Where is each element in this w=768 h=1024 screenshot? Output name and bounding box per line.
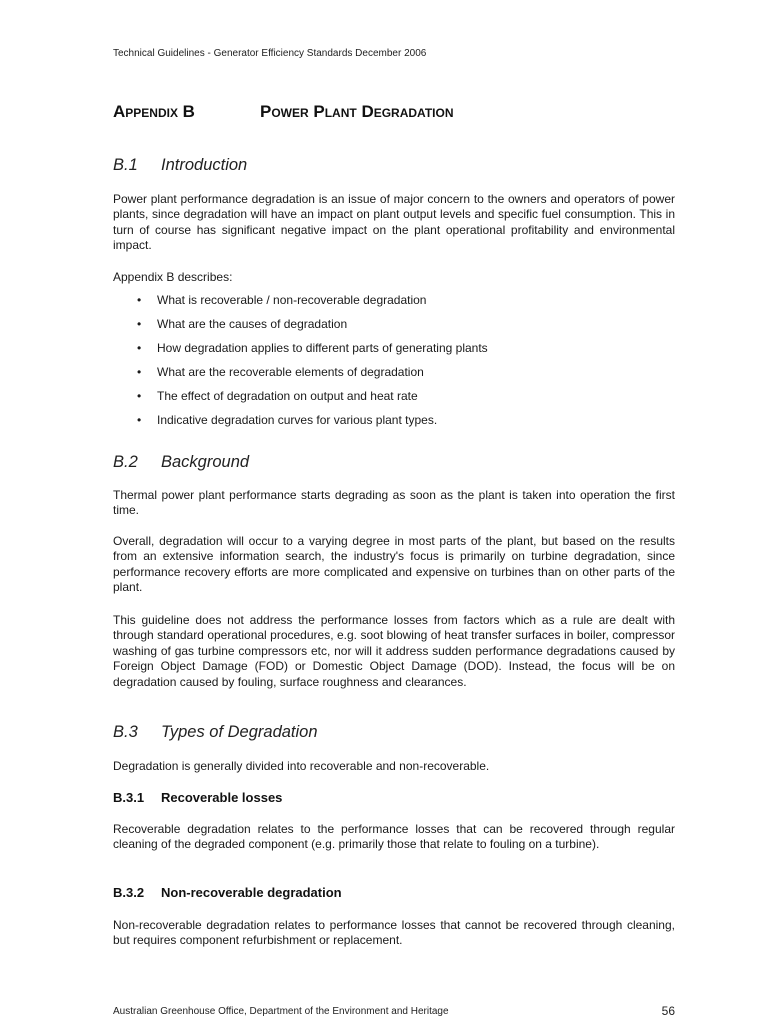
section-heading-types xyxy=(113,723,318,742)
list-item xyxy=(113,340,675,364)
section-heading-introduction xyxy=(113,156,247,175)
section-title: Background xyxy=(161,453,250,471)
bullet-icon: • xyxy=(137,341,142,355)
appendix-label: Appendix B xyxy=(113,102,195,121)
list-item xyxy=(113,388,675,412)
document-page xyxy=(113,0,675,1024)
subsection-title: Recoverable losses xyxy=(161,790,283,805)
subsection-heading-recoverable xyxy=(113,790,282,805)
list-item-text: How degradation applies to different parts of generating plants xyxy=(157,341,488,355)
section-number: B.2 xyxy=(113,453,138,471)
non-recoverable-paragraph: Non-recoverable degradation relates to performance losses that cannot be recovered through cleaning, but requires component refurbishment or replacement. xyxy=(113,918,675,948)
intro-paragraph-2: Appendix B describes: xyxy=(113,270,233,284)
list-item xyxy=(113,292,675,316)
running-header: Technical Guidelines - Generator Efficiency Standards December 2006 xyxy=(113,48,427,59)
section-title: Types of Degradation xyxy=(161,723,318,741)
appendix-title: Power Plant Degradation xyxy=(260,102,454,121)
bullet-icon: • xyxy=(137,365,142,379)
list-item-text: The effect of degradation on output and heat rate xyxy=(157,389,418,403)
intro-paragraph-1: Power plant performance degradation is an issue of major concern to the owners and operators of power plants, since degradation will have an impact on plant output levels and specific fuel consumption. This in turn of course has significant negative impact on the plant operational profitability and environmental impact. xyxy=(113,192,675,253)
bullet-icon: • xyxy=(137,389,142,403)
list-item xyxy=(113,412,675,436)
background-paragraph-3: This guideline does not address the performance losses from factors which as a rule are dealt with through standard operational procedures, e.g. soot blowing of heat transfer surfaces in boiler, compressor washing of gas turbine compressors etc, nor will it address sudden performance degradations caused by Foreign Object Damage (FOD) or Domestic Object Damage (DOD). Instead, the focus will be on degradation caused by fouling, surface roughness and clearances. xyxy=(113,613,675,689)
types-paragraph-1: Degradation is generally divided into recoverable and non-recoverable. xyxy=(113,759,490,773)
subsection-number: B.3.2 xyxy=(113,885,145,900)
list-item-text: What are the causes of degradation xyxy=(157,317,348,331)
intro-bullet-list xyxy=(113,292,675,436)
bullet-icon: • xyxy=(137,413,142,427)
subsection-number: B.3.1 xyxy=(113,790,145,805)
appendix-heading xyxy=(113,102,675,122)
bullet-icon: • xyxy=(137,293,142,307)
bullet-icon: • xyxy=(137,317,142,331)
background-paragraph-1: Thermal power plant performance starts degrading as soon as the plant is taken into operation the first time. xyxy=(113,488,675,518)
list-item-text: What are the recoverable elements of degradation xyxy=(157,365,424,379)
subsection-heading-non-recoverable xyxy=(113,885,342,900)
page-number: 56 xyxy=(661,1004,675,1018)
section-heading-background xyxy=(113,453,249,472)
running-footer: Australian Greenhouse Office, Department of the Environment and Heritage xyxy=(113,1006,449,1017)
list-item-text: Indicative degradation curves for various plant types. xyxy=(157,413,438,427)
list-item xyxy=(113,316,675,340)
recoverable-paragraph: Recoverable degradation relates to the performance losses that can be recovered through regular cleaning of the degraded component (e.g. primarily those that relate to fouling on a turbine). xyxy=(113,822,675,852)
section-title: Introduction xyxy=(161,156,248,174)
list-item xyxy=(113,364,675,388)
section-number: B.1 xyxy=(113,156,138,174)
section-number: B.3 xyxy=(113,723,138,741)
subsection-title: Non-recoverable degradation xyxy=(161,885,342,900)
background-paragraph-2: Overall, degradation will occur to a varying degree in most parts of the plant, but based on the results from an extensive information search, the industry's focus is primarily on turbine degradation, since performance recovery efforts are more complicated and expensive on turbines than on other parts of the plant. xyxy=(113,534,675,595)
list-item-text: What is recoverable / non-recoverable degradation xyxy=(157,293,427,307)
